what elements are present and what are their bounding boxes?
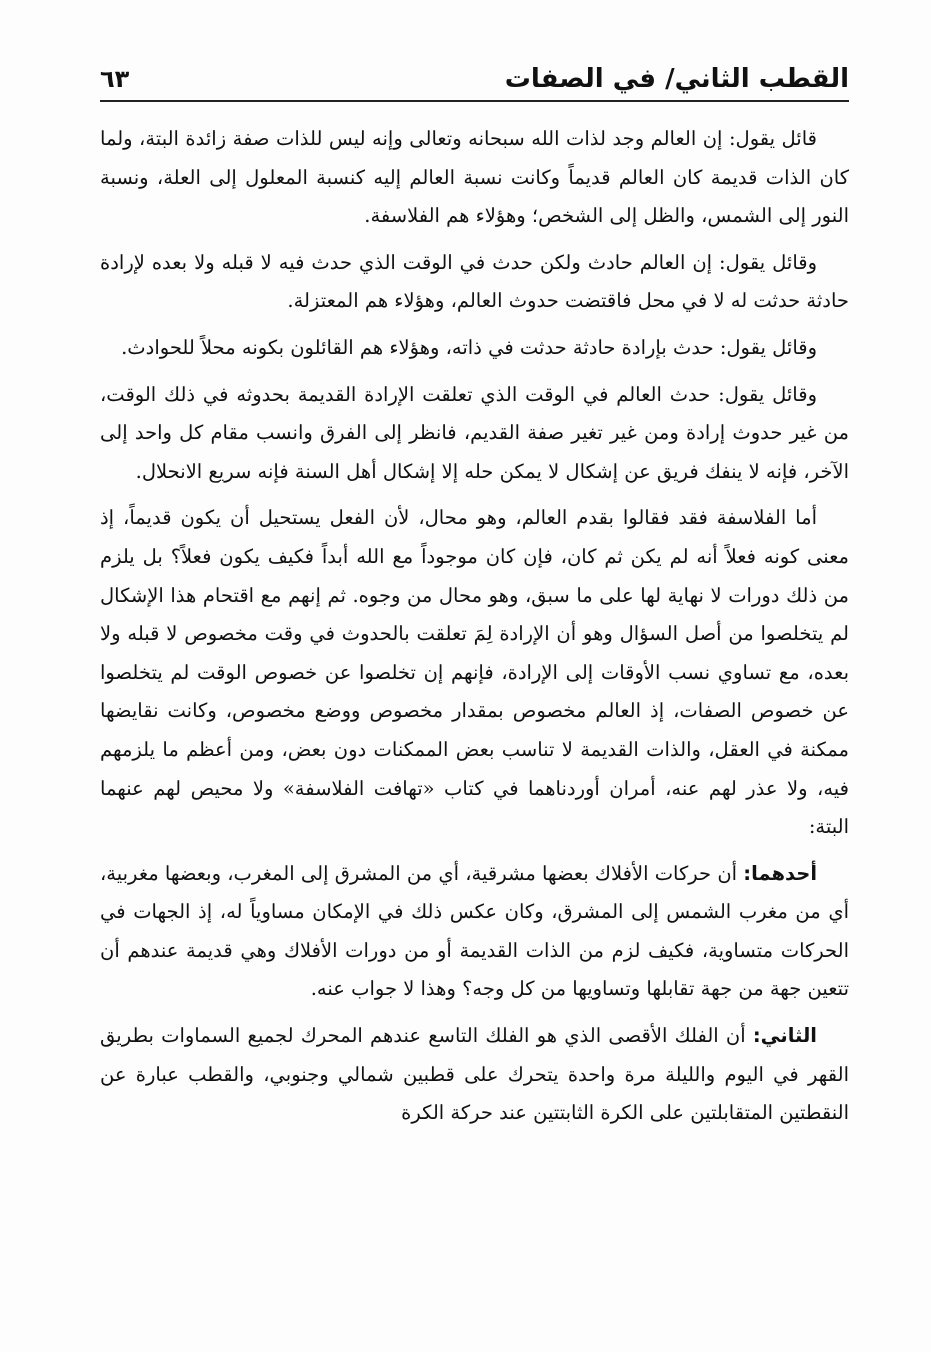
- body-text: [100, 120, 849, 1330]
- paragraph-refutation: [100, 499, 849, 846]
- running-head-title: القطب الثاني/ في الصفات: [504, 64, 849, 94]
- paragraph-second-point: [100, 1017, 849, 1133]
- running-header: [100, 62, 849, 102]
- paragraph-text: أن الفلك الأقصى الذي هو الفلك التاسع عندهم المحرك لجميع السماوات بطريق القهر في اليوم والليلة مرة واحدة يتحرك على قطبين شمالي وجنوبي، والقطب عبارة عن النقطتين المتقابلتين على الكرة الثابتتين عند حركة الكرة: [100, 1024, 849, 1125]
- paragraph-first-point: [100, 855, 849, 1009]
- paragraph-philosophers-view: [100, 120, 849, 236]
- paragraph-sunna-view: [100, 376, 849, 492]
- paragraph-text: وقائل يقول: حدث بإرادة حادثة حدثت في ذاته، وهؤلاء هم القائلون بكونه محلاً للحوادث.: [121, 335, 817, 359]
- paragraph-events-view: [100, 329, 849, 368]
- paragraph-text: أن حركات الأفلاك بعضها مشرقية، أي من المشرق إلى المغرب، وبعضها مغربية، أي من مغرب الشمس إلى المشرق، وكان عكس ذلك في الإمكان مساوياً له، إذ الجهات في الحركات متساوية، فكيف لزم من الذات القديمة أو من دورات الأفلاك وهي قديمة عندهم أن تتعين جهة من جهة تقابلها وتساويها من كل وجه؟ وهذا لا جواب عنه.: [100, 861, 849, 1001]
- paragraph-text: وقائل يقول: إن العالم حادث ولكن حدث في الوقت الذي حدث فيه لا قبله ولا بعده لإرادة حادثة حدثت له لا في محل فاقتضت حدوث العالم، وهؤلاء هم المعتزلة.: [100, 250, 849, 313]
- header-rule: [100, 100, 849, 102]
- page-number: ٦٣: [100, 65, 130, 93]
- paragraph-lead: أحدهما:: [743, 861, 817, 885]
- paragraph-lead: الثاني:: [752, 1024, 817, 1048]
- paragraph-text: قائل يقول: إن العالم وجد لذات الله سبحانه وتعالى وإنه ليس للذات صفة زائدة البتة، ولما كان الذات قديمة كان العالم قديماً وكانت نسبة العالم إليه كنسبة المعلول إلى العلة، ونسبة النور إلى الشمس، والظل إلى الشخص؛ وهؤلاء هم الفلاسفة.: [100, 127, 849, 228]
- paragraph-text: وقائل يقول: حدث العالم في الوقت الذي تعلقت الإرادة القديمة بحدوثه في ذلك الوقت، من غير حدوث إرادة ومن غير تغير صفة القديم، فانظر إلى الفرق وانسب مقام كل واحد إلى الآخر، فإنه لا ينفك فريق عن إشكال لا يمكن حله إلا إشكال أهل السنة فإنه سريع الانحلال.: [100, 382, 849, 483]
- paragraph-mutazila-view: [100, 244, 849, 321]
- paragraph-text: أما الفلاسفة فقد فقالوا بقدم العالم، وهو محال، لأن الفعل يستحيل أن يكون قديماً، إذ معنى كونه فعلاً أنه لم يكن ثم كان، فإن كان موجوداً مع الله أبداً فكيف يكون فعلاً؟ بل يلزم من ذلك دورات لا نهاية لها على ما سبق، وهو محال من وجوه. ثم إنهم مع اقتحام هذا الإشكال لم يتخلصوا من أصل السؤال وهو أن الإرادة لِمَ تعلقت بالحدوث في وقت مخصوص لا قبله ولا بعده، مع تساوي نسب الأوقات إلى الإرادة، فإنهم إن تخلصوا عن خصوص الوقت لم يتخلصوا عن خصوص الصفات، إذ العالم مخصوص بمقدار مخصوص ووضع مخصوص، وكانت نقايضها ممكنة في العقل، والذات القديمة لا تناسب بعض الممكنات دون بعض، ومن أعظم ما يلزمهم فيه، ولا عذر لهم عنه، أمران أوردناهما في كتاب «تهافت الفلاسفة» ولا محيص لهم عنهما البتة:: [100, 506, 849, 839]
